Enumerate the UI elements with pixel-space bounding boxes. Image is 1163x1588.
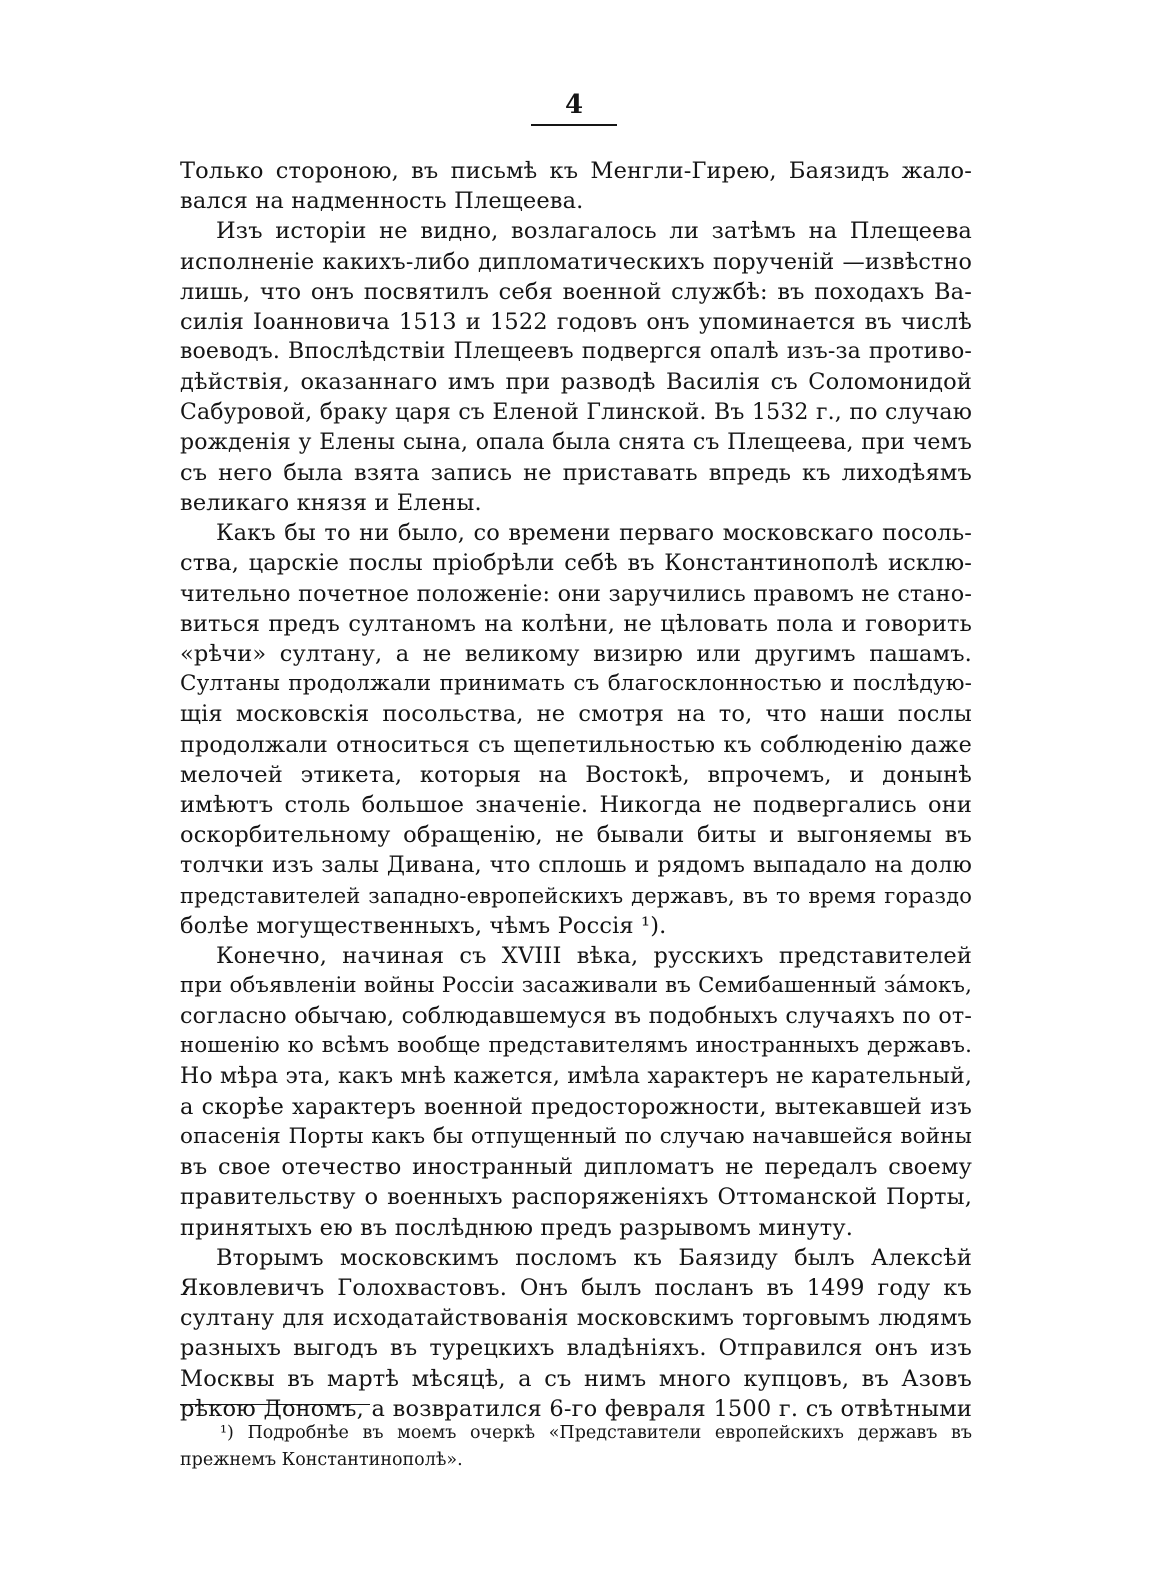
text-line: съ него была взята запись не приставать впредь къ лиходѣямъ [180,459,972,486]
text-line: Москвы въ мартѣ мѣсяцѣ, а съ нимъ много купцовъ, въ Азовъ [180,1365,972,1392]
paragraph-3 [180,518,972,941]
text-line: лишь, что онъ посвятилъ себя военной службѣ: въ походахъ Ва- [180,278,972,305]
text-line: въ свое отечество иностранный дипломатъ не передалъ своему [180,1154,972,1181]
footnote-line: прежнемъ Константинополѣ». [180,1450,463,1470]
text-line: представителей западно-европейскихъ державъ, въ то время гораздо [180,883,972,908]
text-line: «рѣчи» султану, а не великому визирю или другимъ пашамъ. [180,641,972,667]
text-line: Конечно, начиная съ XVIII вѣка, русскихъ представителей [216,942,972,969]
text-line: при объявленіи войны Россіи засаживали въ Семибашенный за́мокъ, [180,973,972,999]
text-line: толчки изъ залы Дивана, что сплошь и рядомъ выпадало на долю [180,852,972,879]
page-number-rule [531,124,617,126]
text-line: согласно обычаю, соблюдавшемуся въ подобныхъ случаяхъ по от- [180,1003,972,1030]
paragraph-1 [180,156,972,216]
text-line: рѣкою Дономъ, а возвратился 6-го февраля 1500 г. съ отвѣтными [180,1395,972,1422]
text-line: Сабуровой, браку царя съ Еленой Глинской. Въ 1532 г., по случаю [180,399,972,425]
paragraph-4 [180,941,972,1243]
footnote-line: ¹) Подробнѣе въ моемъ очеркѣ «Представители европейскихъ державъ въ [220,1423,972,1443]
text-line: имѣютъ столь большое значеніе. Никогда не подвергались они [180,791,972,818]
text-line: султану для исходатайствованія московскимъ торговымъ людямъ [180,1305,972,1332]
text-line: чительно почетное положеніе: они заручились правомъ не стано- [180,580,972,607]
text-line: Только стороною, въ письмѣ къ Менгли-Гирею, Баязидъ жало- [180,158,972,184]
text-line: воеводъ. Впослѣдствіи Плещеевъ подвергся опалѣ изъ-за противо- [180,339,972,365]
text-line: ства, царскіе послы пріобрѣли себѣ въ Константинополѣ исклю- [180,550,972,577]
text-line: Султаны продолжали принимать съ благосклонностью и послѣдую- [180,671,972,697]
text-line: Яковлевичъ Голохвастовъ. Онъ былъ посланъ въ 1499 году къ [180,1274,972,1301]
text-line: исполненіе какихъ-либо дипломатическихъ порученій —извѣстно [180,248,972,275]
text-line: рожденія у Елены сына, опала была снята съ Плещеева, при чемъ [180,429,972,455]
text-line: Изъ исторіи не видно, возлагалось ли затѣмъ на Плещеева [216,218,972,245]
text-line: силія Іоанновича 1513 и 1522 годовъ онъ упоминается въ числѣ [180,308,972,335]
text-line: принятыхъ ею въ послѣднюю предъ разрывомъ минуту. [180,1214,854,1241]
text-line: Какъ бы то ни было, со времени перваго московскаго посоль- [216,520,972,547]
text-line: ношенію ко всѣмъ вообще представителямъ иностранныхъ державъ. [180,1033,972,1059]
text-line: болѣе могущественныхъ, чѣмъ Россія ¹). [180,912,667,939]
text-line: а скорѣе характеръ военной предосторожности, вытекавшей изъ [180,1093,972,1120]
footnote [180,1420,972,1474]
text-line: Вторымъ московскимъ посломъ къ Баязиду былъ Алексѣй [216,1244,972,1271]
text-line: разныхъ выгодъ въ турецкихъ владѣніяхъ. Отправился онъ изъ [180,1335,972,1362]
text-line: продолжали относиться съ щепетильностью къ соблюденію даже [180,731,972,758]
paragraph-2 [180,216,972,518]
text-line: правительству о военныхъ распоряженіяхъ Оттоманской Порты, [180,1184,972,1211]
text-line: оскорбительному обращенію, не бывали биты и выгоняемы въ [180,822,972,849]
footnote-rule [180,1404,370,1405]
text-line: виться предъ султаномъ на колѣни, не цѣловать пола и говорить [180,610,972,637]
text-line: мелочей этикета, которыя на Востокѣ, впрочемъ, и донынѣ [180,761,972,788]
text-line: Но мѣра эта, какъ мнѣ кажется, имѣла характеръ не карательный, [180,1063,972,1089]
page-number: 4 [564,90,584,120]
paragraph-5 [180,1243,972,1424]
text-line: великаго князя и Елены. [180,490,482,517]
text-line: дѣйствія, оказаннаго имъ при разводѣ Василія съ Соломонидой [180,369,972,396]
body-text [180,156,972,1424]
text-line: опасенія Порты какъ бы отпущенный по случаю начавшейся войны [180,1124,972,1149]
text-line: щія московскія посольства, не смотря на то, что наши послы [180,701,972,728]
text-line: вался на надменность Плещеева. [180,188,584,215]
